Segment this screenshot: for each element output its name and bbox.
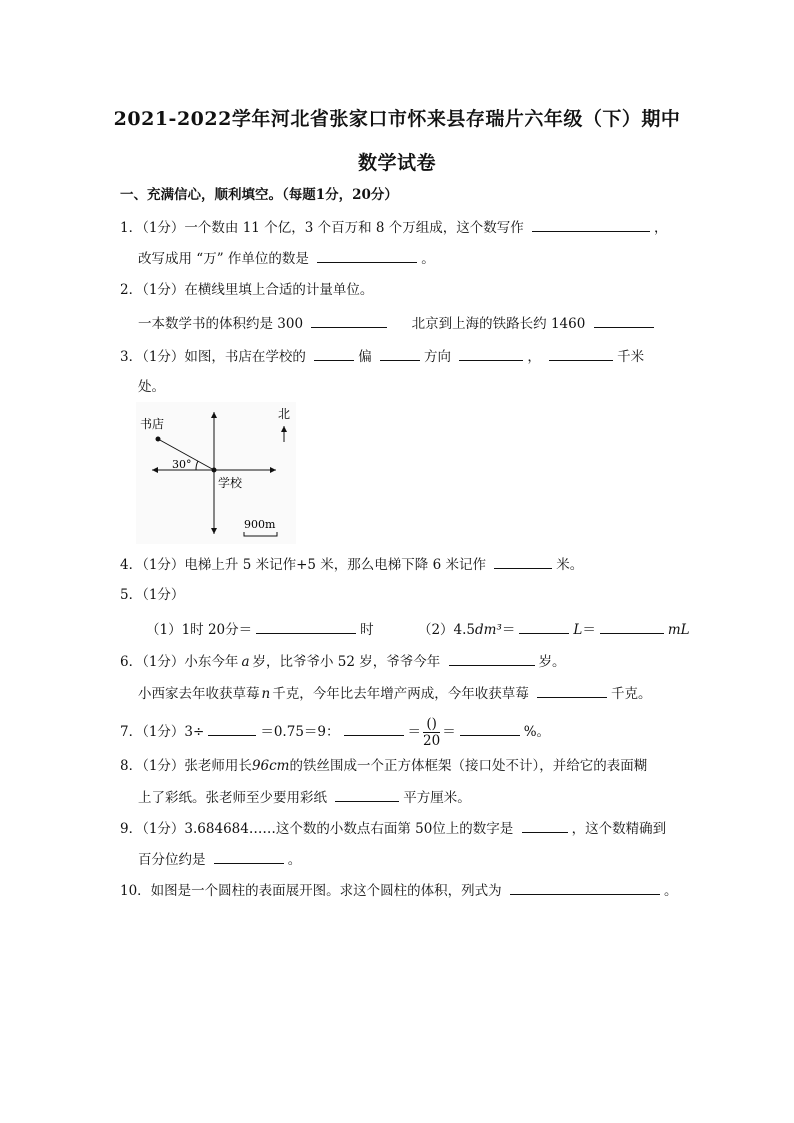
question-7: [120, 716, 550, 749]
q7-blank-2[interactable]: [344, 721, 404, 736]
q7-text: 7．（1分）3÷: [120, 724, 205, 740]
question-5: [120, 585, 184, 605]
q5-text: 5．（1分）: [120, 587, 185, 603]
q3-blank-3[interactable]: [459, 346, 523, 361]
q2-blank-1[interactable]: [311, 313, 387, 328]
q6-var-a: a: [241, 654, 250, 670]
q7-blank-1[interactable]: [208, 721, 256, 736]
q2-text-b1: 一本数学书的体积约是 300: [138, 316, 304, 332]
q3-part-3: ，: [527, 349, 541, 365]
q1-punct: ，: [654, 220, 668, 236]
question-2: [120, 280, 373, 300]
q1-blank-2[interactable]: [317, 248, 417, 263]
q8-text-2: 的铁丝围成一个正方体框架（接口处不计），并给它的表面糊: [289, 758, 648, 774]
q6-text-2: 岁，比爷爷小 52 岁，爷爷今年: [252, 654, 441, 670]
q6-end-1: 岁。: [538, 654, 566, 670]
q3-blank-2[interactable]: [380, 346, 420, 361]
question-1: [120, 217, 668, 238]
q5-unit-mL: mL: [667, 622, 690, 638]
q3-part-2: 方向: [424, 349, 452, 365]
q9-text: 9．（1分）3.684684……这个数的小数点右面第 50位上的数字是: [120, 821, 514, 837]
q6-text-3: 小西家去年收获草莓: [138, 686, 260, 702]
question-8-line-2: [138, 787, 471, 808]
question-9: [120, 818, 666, 839]
q8-text-3: 上了彩纸。张老师至少要用彩纸: [138, 790, 327, 806]
scale-label: 900m: [244, 518, 276, 531]
q10-end: 。: [663, 883, 678, 899]
q3-blank-1[interactable]: [314, 346, 354, 361]
q4-end: 米。: [556, 557, 584, 573]
q3-part-4: 千米: [617, 349, 645, 365]
q3-text-2: 处。: [138, 379, 165, 395]
q1-punct-2: 。: [421, 251, 435, 267]
q9-text-2: 百分位约是: [138, 852, 206, 868]
q8-text-1: 8．（1分）张老师用长: [120, 758, 252, 774]
q5-hour: 时: [360, 622, 374, 638]
q6-text-1: 6．（1分）小东今年: [120, 654, 239, 670]
q5-eq-2: ＝: [582, 622, 596, 638]
title-line-1: 2021-2022学年河北省张家口市怀来县存瑞片六年级（下）期中: [113, 108, 681, 130]
shop-label: 书店: [140, 417, 165, 431]
direction-figure: [136, 402, 296, 544]
q5-unit-dm: dm³: [475, 622, 502, 638]
school-point: [212, 468, 217, 473]
q8-length: 96cm: [251, 758, 290, 774]
north-label: 北: [278, 407, 291, 421]
q5-part-1: （1）1时 20分＝: [146, 622, 253, 638]
section-heading: 一、充满信心，顺利填空。（每题1分，20分）: [120, 187, 398, 203]
question-3-line-2: [138, 377, 165, 397]
q10-blank[interactable]: [510, 880, 660, 895]
q5-blank-3[interactable]: [600, 619, 664, 634]
q1-text: 1．（1分）一个数由 11 个亿，3 个百万和 8 个万组成，这个数写作: [120, 220, 524, 236]
q2-text: 2．（1分）在横线里填上合适的计量单位。: [120, 282, 374, 298]
q7-end: %。: [523, 724, 551, 740]
q1-text-2: 改写成用 “万” 作单位的数是: [138, 251, 309, 267]
q2-blank-2[interactable]: [594, 313, 654, 328]
q9-text-end: ，这个数精确到: [571, 821, 667, 837]
q7-denominator: 20: [423, 733, 441, 749]
q7-fraction: [423, 716, 440, 749]
question-6: [120, 651, 566, 672]
q3-blank-4[interactable]: [549, 346, 613, 361]
angle-label: 30°: [172, 458, 192, 471]
q7-numerator[interactable]: (): [423, 716, 440, 733]
question-8: [120, 756, 647, 776]
q8-end: 平方厘米。: [403, 790, 471, 806]
q9-blank-1[interactable]: [522, 818, 568, 833]
q6-text-4: 千克，今年比去年增产两成，今年收获草莓: [272, 686, 529, 702]
q5-blank-1[interactable]: [256, 619, 356, 634]
question-3: [120, 346, 644, 367]
q7-part-3: ＝: [442, 724, 456, 740]
q6-var-n: n: [261, 686, 271, 702]
q9-end: 。: [287, 852, 302, 868]
question-5-line-2: [146, 619, 690, 640]
q4-blank[interactable]: [494, 554, 552, 569]
question-4: [120, 554, 583, 575]
title-line-2: 数学试卷: [357, 152, 436, 174]
q10-text: 10．如图是一个圆柱的表面展开图。求这个圆柱的体积，列式为: [120, 883, 502, 899]
q5-eq: ＝: [501, 622, 516, 638]
question-6-line-2: [138, 683, 652, 704]
q5-unit-L: L: [573, 622, 583, 638]
q1-blank-1[interactable]: [532, 217, 650, 232]
question-2-line-2: [138, 313, 658, 334]
q7-part-1: ＝0.75＝9：: [260, 724, 340, 740]
shop-point: [156, 437, 161, 442]
q8-blank[interactable]: [335, 787, 399, 802]
q7-blank-3[interactable]: [460, 721, 520, 736]
q3-part-1: 偏: [358, 349, 372, 365]
q7-part-2: ＝: [407, 724, 421, 740]
q5-blank-2[interactable]: [519, 619, 569, 634]
q4-text: 4．（1分）电梯上升 5 米记作+5 米，那么电梯下降 6 米记作: [120, 557, 486, 573]
q6-blank-2[interactable]: [537, 683, 607, 698]
question-9-line-2: [138, 849, 301, 870]
school-label: 学校: [218, 476, 243, 490]
q6-end-2: 千克。: [611, 686, 652, 702]
q2-text-b2: 北京到上海的铁路长约 1460: [411, 316, 586, 332]
q3-text: 3．（1分）如图，书店在学校的: [120, 349, 306, 365]
question-10: [120, 880, 677, 901]
q9-blank-2[interactable]: [214, 849, 284, 864]
q5-part-2: （2）4.5: [417, 622, 476, 638]
question-1-line-2: [138, 248, 435, 269]
q6-blank-1[interactable]: [449, 651, 535, 666]
